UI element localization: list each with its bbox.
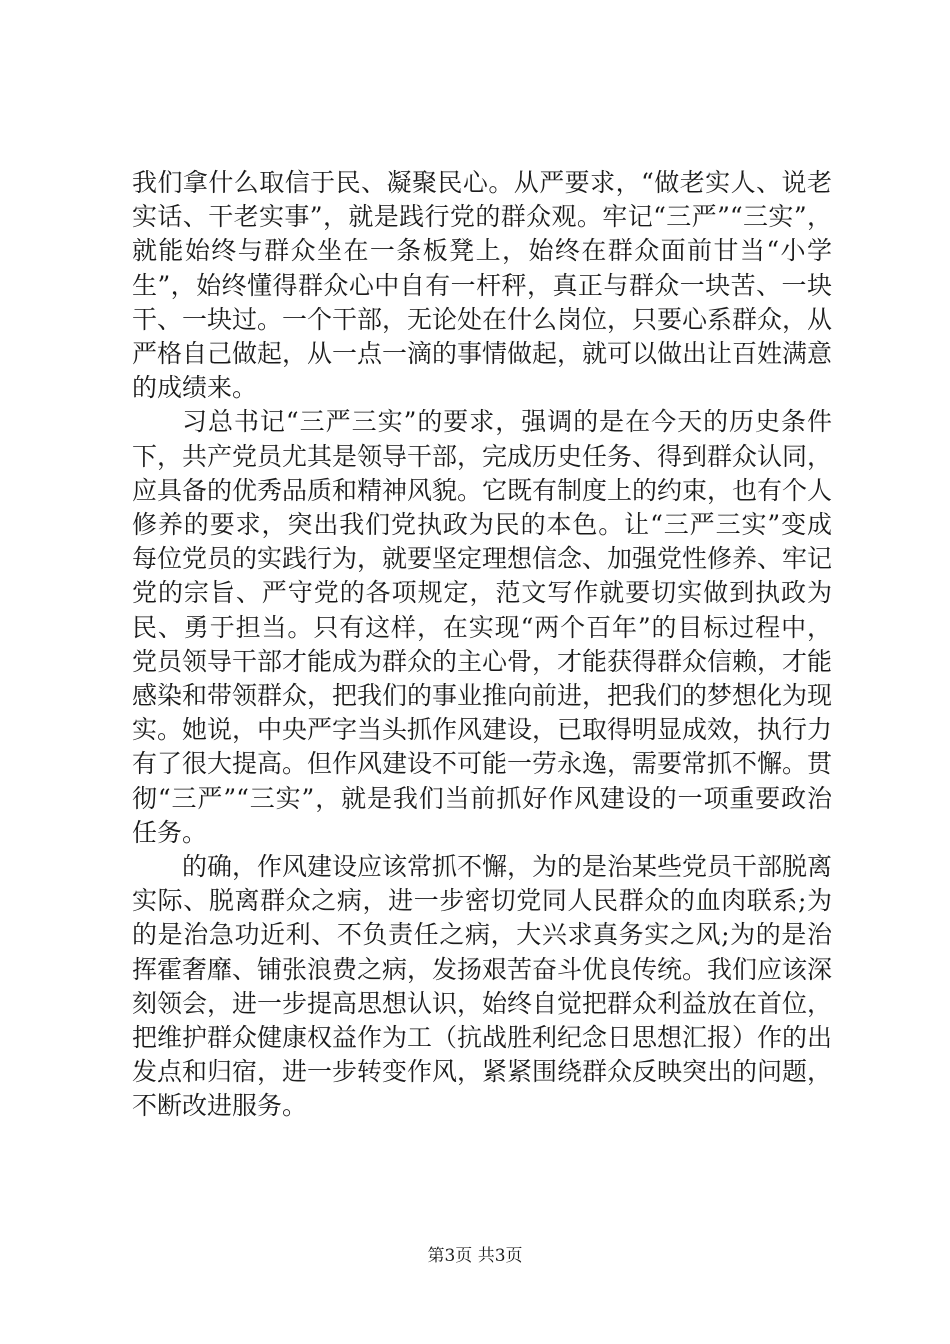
paragraph-2: 习总书记“三严三实”的要求，强调的是在今天的历史条件下，共产党员尤其是领导干部，完成历史任务、得到群众认同，应具备的优秀品质和精神风貌。它既有制度上的约束，也有个人修养的要求，突出我们党执政为民的本色。让“三严三实”变成每位党员的实践行为，就要坚定理想信念、加强党性修养、牢记党的宗旨、严守党的各项规定，范文写作就要切实做到执政为民、勇于担当。只有这样，在实现“两个百年”的目标过程中，党员领导干部才能成为群众的主心骨，才能获得群众信赖，才能感染和带领群众，把我们的事业推向前进，把我们的梦想化为现实。她说，中央严字当头抓作风建设，已取得明显成效，执行力有了很大提高。但作风建设不可能一劳永逸，需要常抓不懈。贯彻“三严”“三实”，就是我们当前抓好作风建设的一项重要政治任务。 — [132, 407, 833, 847]
page-footer: 第3页 共3页 — [427, 1246, 523, 1266]
document-body — [132, 166, 832, 1124]
paragraph-1: 我们拿什么取信于民、凝聚民心。从严要求，“做老实人、说老实话、干老实事”，就是践行党的群众观。牢记“三严”“三实”，就能始终与群众坐在一条板凳上，始终在群众面前甘当“小学生”，始终懂得群众心中自有一杆秤，真正与群众一块苦、一块干、一块过。一个干部，无论处在什么岗位，只要心系群众，从严格自己做起，从一点一滴的事情做起，就可以做出让百姓满意的成绩来。 — [132, 168, 833, 403]
paragraph-3: 的确，作风建设应该常抓不懈，为的是治某些党员干部脱离实际、脱离群众之病，进一步密切党同人民群众的血肉联系;为的是治急功近利、不负责任之病，大兴求真务实之风;为的是治挥霍奢靡、铺张浪费之病，发扬艰苦奋斗优良传统。我们应该深刻领会，进一步提高思想认识，始终自觉把群众利益放在首位，把维护群众健康权益作为工（抗战胜利纪念日思想汇报）作的出发点和归宿，进一步转变作风，紧紧围绕群众反映突出的问题，不断改进服务。 — [132, 852, 833, 1121]
